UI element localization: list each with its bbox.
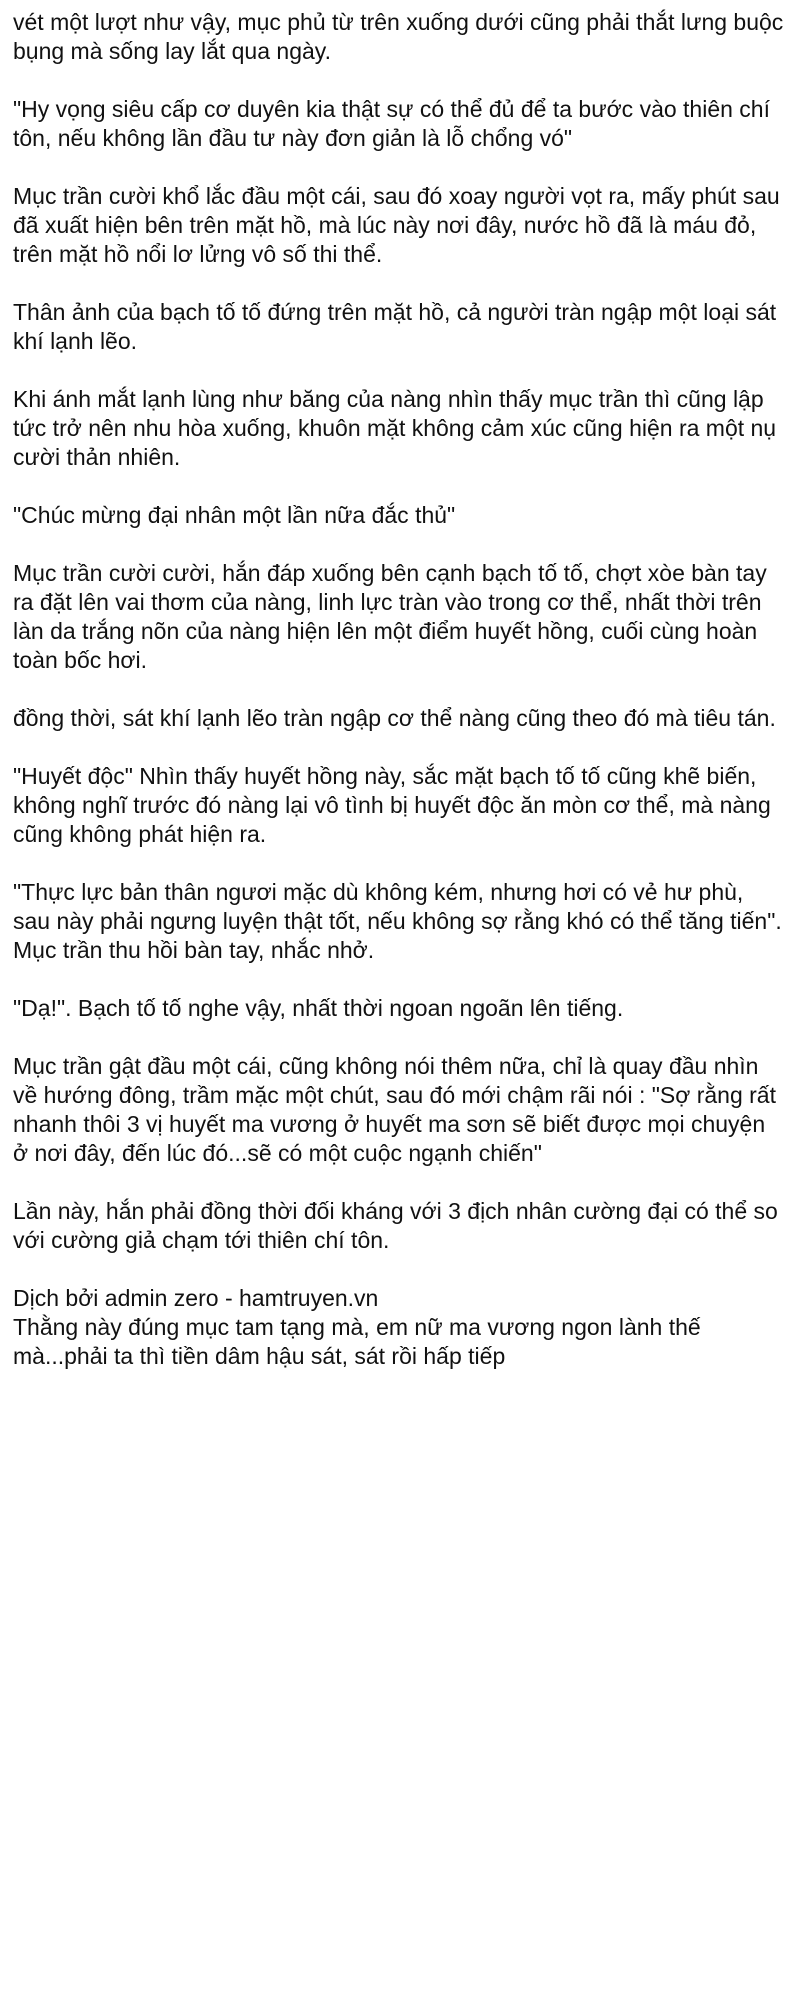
- paragraph-13: Lần này, hắn phải đồng thời đối kháng với 3 địch nhân cường đại có thể so với cường giả chạm tới thiên chí tôn.: [13, 1198, 778, 1253]
- paragraph-5: Khi ánh mắt lạnh lùng như băng của nàng nhìn thấy mục trần thì cũng lập tức trở nên nhu hòa xuống, khuôn mặt không cảm xúc cũng hiện ra một nụ cười thản nhiên.: [13, 386, 777, 470]
- paragraph-12: Mục trần gật đầu một cái, cũng không nói thêm nữa, chỉ là quay đầu nhìn về hướng đông, trầm mặc một chút, sau đó mới chậm rãi nói : "Sợ rằng rất nhanh thôi 3 vị huyết ma vương ở huyết ma sơn sẽ biết được mọi chuyện ở nơi đây, đến lúc đó...sẽ có một cuộc ngạnh chiến": [13, 1053, 776, 1166]
- translator-note: Thằng này đúng mục tam tạng mà, em nữ ma vương ngon lành thế mà...phải ta thì tiền dâm hậu sát, sát rồi hấp tiếp: [13, 1314, 701, 1369]
- chapter-body: [13, 8, 786, 1255]
- translator-credit: Dịch bởi admin zero - hamtruyen.vn: [13, 1285, 379, 1311]
- paragraph-10: "Thực lực bản thân ngươi mặc dù không kém, nhưng hơi có vẻ hư phù, sau này phải ngưng luyện thật tốt, nếu không sợ rằng khó có thể tăng tiến". Mục trần thu hồi bàn tay, nhắc nhở.: [13, 879, 782, 963]
- paragraph-9: "Huyết độc" Nhìn thấy huyết hồng này, sắc mặt bạch tố tố cũng khẽ biến, không nghĩ trước đó nàng lại vô tình bị huyết độc ăn mòn cơ thể, mà nàng cũng không phát hiện ra.: [13, 763, 771, 847]
- paragraph-2: "Hy vọng siêu cấp cơ duyên kia thật sự có thể đủ để ta bước vào thiên chí tôn, nếu không lần đầu tư này đơn giản là lỗ chổng vó": [13, 96, 770, 151]
- paragraph-8: đồng thời, sát khí lạnh lẽo tràn ngập cơ thể nàng cũng theo đó mà tiêu tán.: [13, 705, 776, 731]
- paragraph-3: Mục trần cười khổ lắc đầu một cái, sau đó xoay người vọt ra, mấy phút sau đã xuất hiện bên trên mặt hồ, mà lúc này nơi đây, nước hồ đã là máu đỏ, trên mặt hồ nổi lơ lửng vô số thi thể.: [13, 183, 780, 267]
- paragraph-1: vét một lượt như vậy, mục phủ từ trên xuống dưới cũng phải thắt lưng buộc bụng mà sống lay lắt qua ngày.: [13, 9, 784, 64]
- paragraph-4: Thân ảnh của bạch tố tố đứng trên mặt hồ, cả người tràn ngập một loại sát khí lạnh lẽo.: [13, 299, 777, 354]
- paragraph-11: "Dạ!". Bạch tố tố nghe vậy, nhất thời ngoan ngoãn lên tiếng.: [13, 995, 624, 1021]
- paragraph-7: Mục trần cười cười, hắn đáp xuống bên cạnh bạch tố tố, chợt xòe bàn tay ra đặt lên vai thơm của nàng, linh lực tràn vào trong cơ thể, nhất thời trên làn da trắng nõn của nàng hiện lên một điểm huyết hồng, cuối cùng hoàn toàn bốc hơi.: [13, 560, 767, 673]
- chapter-footer: [13, 1284, 786, 1371]
- paragraph-6: "Chúc mừng đại nhân một lần nữa đắc thủ": [13, 502, 456, 528]
